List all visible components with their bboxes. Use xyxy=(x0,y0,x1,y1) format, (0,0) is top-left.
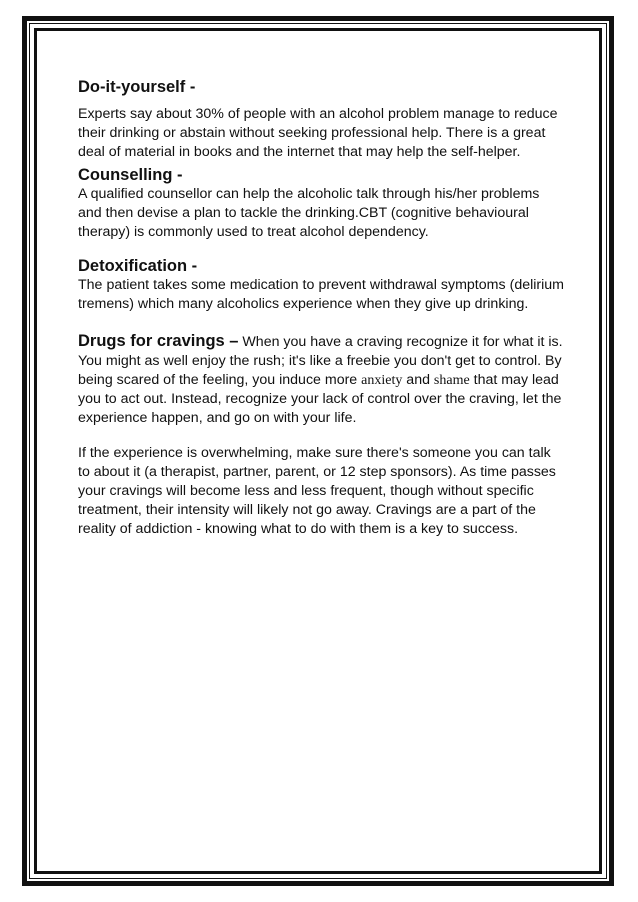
drugs-heading: Drugs for cravings – xyxy=(78,332,239,350)
drugs-text-and: and xyxy=(402,372,434,388)
counselling-heading: Counselling - xyxy=(78,166,183,184)
counselling-paragraph: A qualified counsellor can help the alcoholic talk through his/her problems and then devise a plan to tackle the drinking.CBT (cognitive behavioural therapy) is commonly used to treat alcohol dependency. xyxy=(78,186,540,240)
diy-paragraph: Experts say about 30% of people with an alcohol problem manage to reduce their drinking or abstain without seeking professional help. There is a great deal of material in books and the internet that may help the self-helper. xyxy=(78,106,558,160)
diy-heading: Do-it-yourself - xyxy=(78,78,196,96)
drugs-paragraph xyxy=(78,331,564,428)
detox-paragraph: The patient takes some medication to prevent withdrawal symptoms (delirium tremens) which many alcoholics experience when they give up drinking. xyxy=(78,277,564,312)
final-paragraph: If the experience is overwhelming, make sure there's someone you can talk to about it (a therapist, partner, parent, or 12 step sponsors). As time passes your cravings will become less and less frequent, though without specific treatment, their intensity will likely not go away. Cravings are a part of the reality of addiction - knowing what to do with them is a key to success. xyxy=(78,445,556,537)
anxiety-word: anxiety xyxy=(361,373,403,388)
drugs-text-part2: that may lead you to act out. Instead, recognize your lack of control over the craving, let the experience happen, and go on with your life. xyxy=(78,372,562,426)
shame-word: shame xyxy=(433,373,470,388)
detox-heading: Detoxification - xyxy=(78,257,198,275)
drugs-text-part1: When you have a craving recognize it for what it is. You might as well enjoy the rush; it's like a freebie you don't get to control. By being scared of the feeling, you induce more xyxy=(78,334,563,388)
document-body xyxy=(78,72,564,539)
